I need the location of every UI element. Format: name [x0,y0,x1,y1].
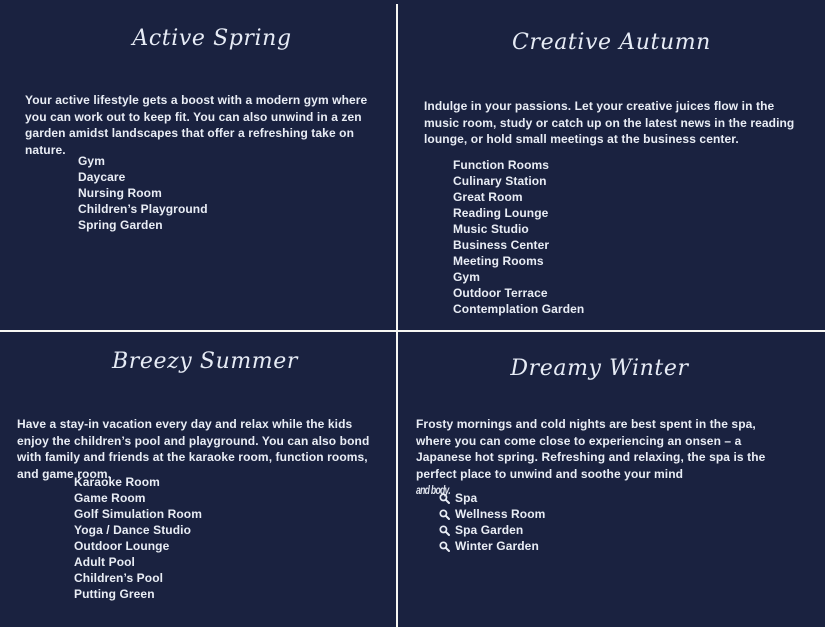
list-item-label: Spa Garden [455,523,524,537]
list-item: Music Studio [453,222,529,236]
panel-title: Creative Autumn [512,30,711,55]
list-item-label: Winter Garden [455,539,539,553]
amenities-list [74,474,202,602]
magnifier-icon [439,493,450,504]
panel-breezy-summer [0,332,396,627]
panel-title: Breezy Summer [111,349,299,374]
panel-title: Dreamy Winter [510,356,689,381]
amenities-list [78,153,208,233]
list-item [439,490,545,506]
list-item: Putting Green [74,587,155,601]
list-item: Meeting Rooms [453,254,544,268]
list-item [439,506,545,522]
panel-title: Active Spring [132,26,292,51]
list-item: Gym [453,270,480,284]
amenities-list [453,157,584,317]
amenities-list [439,490,545,554]
list-item: Function Rooms [453,158,550,172]
list-item [439,522,545,538]
list-item: Great Room [453,190,523,204]
list-item: Game Room [74,491,146,505]
panel-dreamy-winter [398,332,825,627]
list-item: Golf Simulation Room [74,507,202,521]
list-item-label: Spa [455,491,478,505]
list-item: Outdoor Terrace [453,286,548,300]
list-item: Children’s Pool [74,571,164,585]
list-item: Contemplation Garden [453,302,585,316]
list-item: Adult Pool [74,555,135,569]
panel-paragraph-text: Frosty mornings and cold nights are best spent in the spa, where you can come close to experiencing an onsen – a Japanese hot spring. Refreshing and relaxing, the spa is the perfect place to unwind and soothe your mind [416,417,766,481]
list-item: Karaoke Room [74,475,160,489]
list-item: Gym [78,154,105,168]
list-item: Daycare [78,170,126,184]
panel-creative-autumn [398,0,825,330]
panel-paragraph: Your active lifestyle gets a boost with a modern gym where you can work out to keep fit. You can also unwind in a zen garden amidst landscapes that offer a refreshing take on nature. [25,93,368,157]
panel-paragraph: Have a stay-in vacation every day and relax while the kids enjoy the children’s pool and playground. You can also bond with family and friends at the karaoke room, function rooms, and game room. [17,417,370,481]
list-item: Reading Lounge [453,206,549,220]
list-item-label: Wellness Room [455,507,546,521]
list-item [439,538,545,554]
magnifier-icon [439,525,450,536]
list-item: Nursing Room [78,186,162,200]
panel-paragraph [416,416,794,499]
magnifier-icon [439,509,450,520]
list-item: Spring Garden [78,218,163,232]
list-item: Outdoor Lounge [74,539,170,553]
list-item: Children’s Playground [78,202,208,216]
panel-paragraph-garbled-tail: and body. [416,483,451,497]
panel-active-spring [0,0,396,330]
horizontal-divider [0,330,825,332]
list-item: Culinary Station [453,174,547,188]
list-item: Yoga / Dance Studio [74,523,192,537]
vertical-divider [396,4,398,627]
panel-paragraph: Indulge in your passions. Let your creative juices flow in the music room, study or catch up on the latest news in the reading lounge, or hold small meetings at the business center. [424,99,795,146]
magnifier-icon [439,541,450,552]
list-item: Business Center [453,238,550,252]
